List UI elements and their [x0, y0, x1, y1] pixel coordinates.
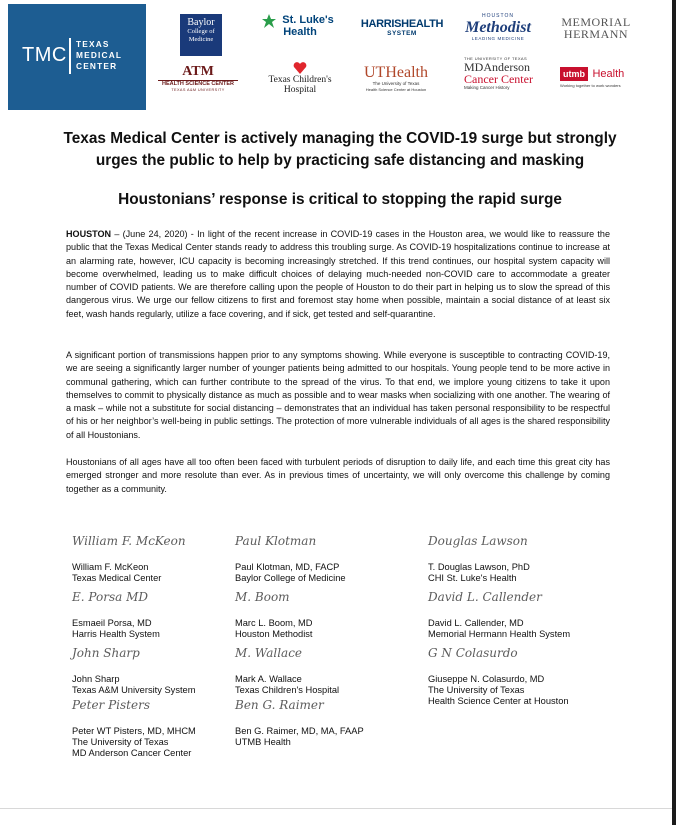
signature: Ben G. Raimer: [235, 698, 324, 712]
signature: G N Colasurdo: [428, 646, 518, 660]
signatory-porsa: [72, 592, 160, 640]
memorial-hermann-logo: MEMORIAL HERMANN: [561, 15, 631, 41]
signature: M. Boom: [235, 590, 290, 604]
signatory-raimer: [235, 700, 364, 748]
paragraph-2: A significant portion of transmissions happen prior to any symptoms showing. While everyone is susceptible to contracting COVID-19, we are seeing a significantly larger number of younger patients being admitted to our hospitals. Young people tend to be more active in communal gathering, which can further contribute to the spread of the virus. To that end, we implore young citizens to take it upon themselves to commit to physically distance as much as possible and to wear masks when socializing with one another. The wearing of a mask – while not a substitute for social distancing – demonstrates that an individual has taken personal responsibility to be respectful of his or her neighbor’s well-being in public settings. The protection of more vulnerable individuals of all ages is the shared responsibility of all Houstonians.: [66, 350, 610, 440]
houston-methodist-logo: HOUSTON Methodist LEADING MEDICINE: [465, 13, 531, 41]
signature: David L. Callender: [428, 590, 542, 604]
signatory-mckeon: [72, 536, 186, 584]
heart-icon: [293, 62, 307, 74]
signatory-lawson: [428, 536, 530, 584]
signatory-boom: [235, 592, 313, 640]
signatory-name: Peter WT Pisters, MD, MHCM: [72, 726, 196, 736]
texas-childrens-logo: Texas Children's Hospital: [260, 62, 340, 95]
signatory-callender: [428, 592, 570, 640]
paragraph-1: HOUSTON – (June 24, 2020) - In light of the recent increase in COVID-19 cases in the Houston area, we would like to reassure the public that the Texas Medical Center stands ready to address this troubling surge. As COVID-19 hospitalizations continue to increase at an alarming rate, however, ICU capacity is becoming increasingly stretched. If this trend continues, our hospital system capacity will become overwhelmed, leading us to make difficult choices of delaying much-needed non-COVID care to accommodate a greater number of COVID patients. We are therefore calling upon the people of Houston to do their part in helping us to slow the spread of this dangerous virus. We urge our fellow citizens to first and foremost stay home when possible, maintain a social distance of at least six feet, wash hands regularly, utilize a face covering, and if sick, get tested and self-quarantine.: [66, 229, 610, 319]
signatory-org: Memorial Hermann Health System: [428, 629, 571, 639]
tmc-logo: [8, 4, 146, 110]
st-lukes-logo: St. Luke's Health: [260, 14, 340, 38]
signatory-name: William F. McKeon: [72, 562, 149, 572]
signatory-name: Giuseppe N. Colasurdo, MD: [428, 674, 545, 684]
signatory-name: David L. Callender, MD: [428, 618, 524, 628]
harris-health-logo: HARRISHEALTH SYSTEM: [360, 18, 444, 37]
signatory-org: Texas A&M University System: [72, 685, 196, 695]
signatory-org: Harris Health System: [72, 629, 160, 639]
signatory-wallace: [235, 648, 339, 696]
st-lukes-star-icon: [262, 14, 276, 28]
signatory-org: CHI St. Luke's Health: [428, 573, 517, 583]
signature: Peter Pisters: [72, 698, 150, 712]
signatory-name: John Sharp: [72, 674, 120, 684]
signatory-pisters: [72, 700, 196, 759]
dateline: HOUSTON: [66, 229, 112, 239]
utmb-logo: utmb Health Working together to work wonders: [560, 68, 625, 88]
signatory-name: T. Douglas Lawson, PhD: [428, 562, 530, 572]
signatory-org: Houston Methodist: [235, 629, 313, 639]
signatory-org: The University of Texas: [72, 737, 169, 747]
signatory-sharp: [72, 648, 195, 696]
signature: John Sharp: [72, 646, 140, 660]
signatory-name: Ben G. Raimer, MD, MA, FAAP: [235, 726, 364, 736]
signatory-name: Mark A. Wallace: [235, 674, 302, 684]
page-title: Texas Medical Center is actively managing the COVID-19 surge but strongly urges the public to help by practicing safe distancing and masking: [63, 130, 617, 169]
md-anderson-logo: THE UNIVERSITY OF TEXAS MDAnderson Cancer Center Making Cancer History: [464, 56, 533, 90]
signature: William F. McKeon: [72, 534, 186, 548]
baylor-logo: Baylor College of Medicine: [180, 14, 222, 56]
signature: Paul Klotman: [235, 534, 317, 548]
tmc-separator: [69, 38, 71, 74]
page-edge: [672, 0, 676, 825]
signatory-org: MD Anderson Cancer Center: [72, 748, 192, 758]
signatory-name: Marc L. Boom, MD: [235, 618, 313, 628]
texas-am-logo: ATM HEALTH SCIENCE CENTER TEXAS A&M UNIVERSITY: [158, 64, 238, 93]
signatory-org: Baylor College of Medicine: [235, 573, 346, 583]
signatory-colasurdo: [428, 648, 569, 707]
tmc-name: TEXAS MEDICAL CENTER: [76, 39, 123, 71]
signatory-org: Texas Children's Hospital: [235, 685, 340, 695]
paragraph-3: Houstonians of all ages have all too often been faced with turbulent periods of disruption to daily life, and each time this great city has emerged stronger and more resolute than ever. As in previous times of uncertainty, we will only overcome this challenge by coming together as a community.: [66, 457, 610, 494]
signatory-name: Esmaeil Porsa, MD: [72, 618, 152, 628]
signature: E. Porsa MD: [72, 590, 148, 604]
signature: Douglas Lawson: [428, 534, 528, 548]
tmc-abbr: TMC: [22, 44, 67, 66]
page-bottom-line: [0, 808, 672, 809]
signatory-org: Texas Medical Center: [72, 573, 162, 583]
signatory-org: Health Science Center at Houston: [428, 696, 569, 706]
signatory-org: The University of Texas: [428, 685, 525, 695]
uthealth-logo: UTHealth The University of Texas Health Science Center at Houston: [364, 64, 428, 92]
signatory-org: UTMB Health: [235, 737, 291, 747]
signature: M. Wallace: [235, 646, 303, 660]
page-subtitle: Houstonians’ response is critical to stopping the rapid surge: [118, 191, 562, 208]
signatory-name: Paul Klotman, MD, FACP: [235, 562, 340, 572]
signatory-klotman: [235, 536, 346, 584]
